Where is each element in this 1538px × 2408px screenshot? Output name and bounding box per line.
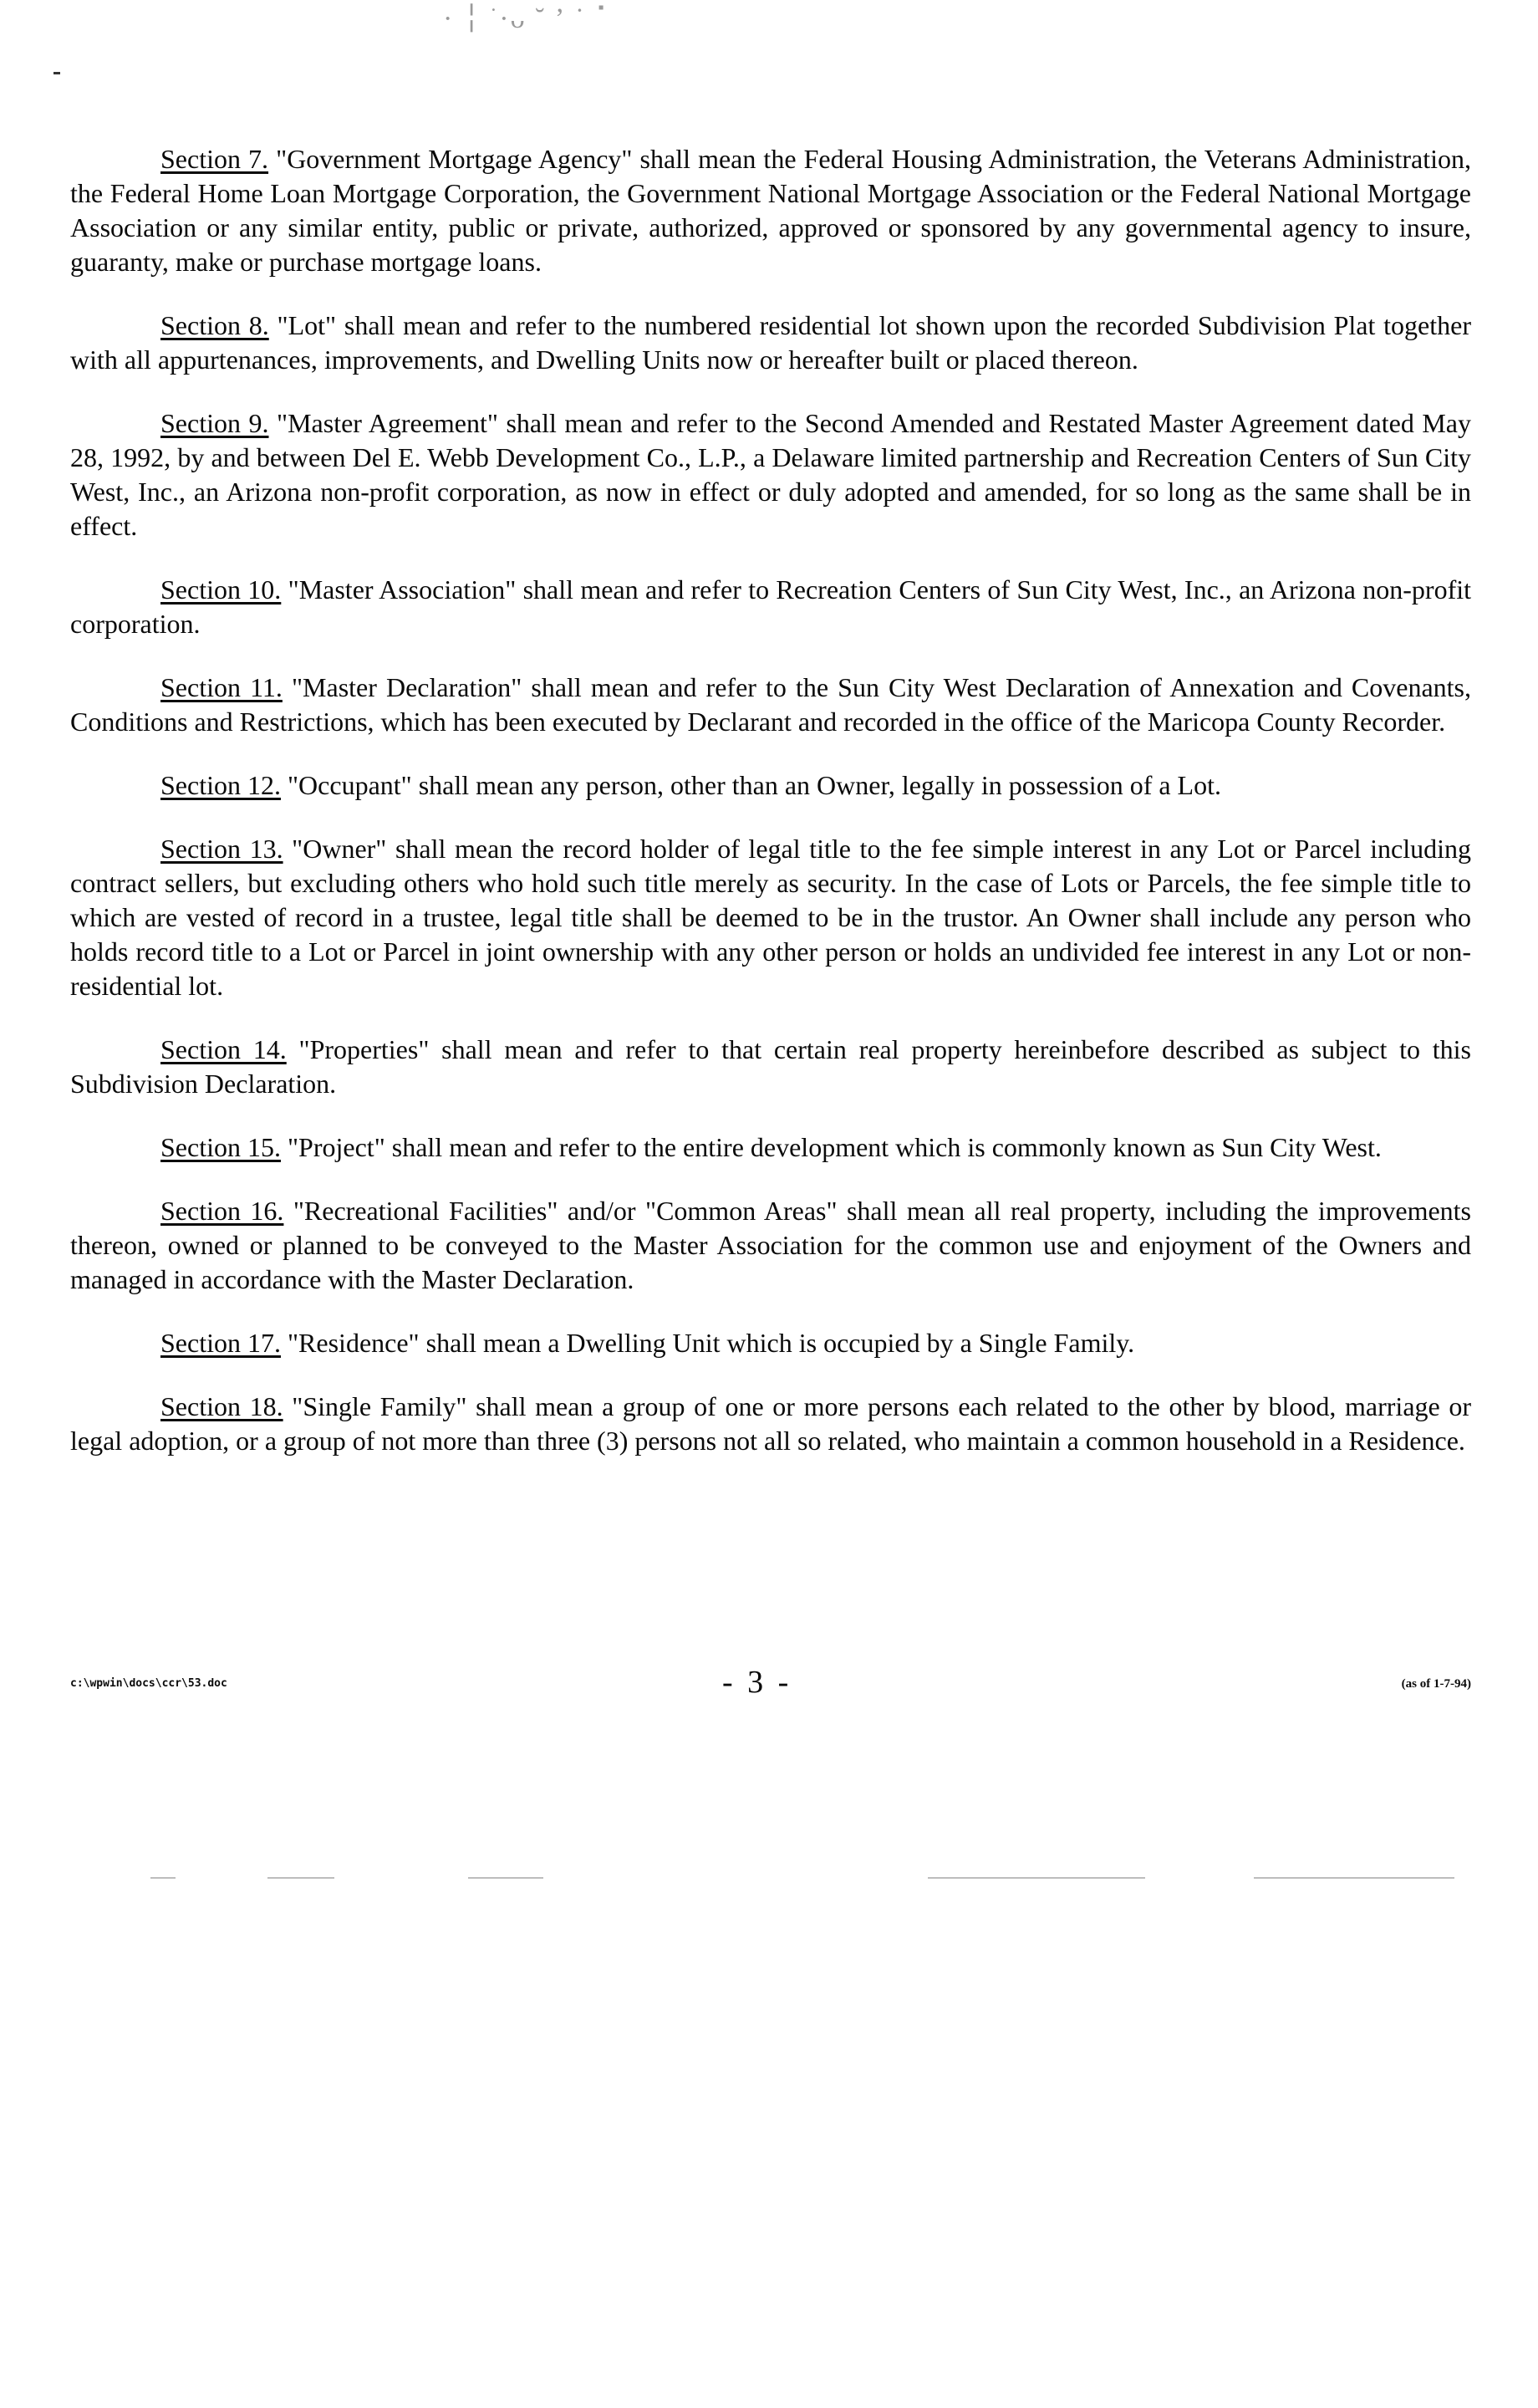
section-text: "Master Declaration" shall mean and refer to the Sun City West Declaration of Annexation and Covenants, Conditions and Restrictions, which has been executed by Declarant and recorded in the office of the Maricopa County Recorder.: [70, 672, 1472, 737]
section-label: Section 17.: [160, 1328, 281, 1358]
section-text: "Master Association" shall mean and refer to Recreation Centers of Sun City West, Inc., an Arizona non-profit corporation.: [70, 574, 1472, 639]
section-text: "Owner" shall mean the record holder of legal title to the fee simple interest in any Lot or Parcel including contract sellers, but excluding others who hold such title merely as security. In the case of Lots or Parcels, the fee simple title to which are vested of record in a trustee, legal title shall be deemed to be in the trustor. An Owner shall include any person who holds record title to a Lot or Parcel in joint ownership with any other person or holds an undivided fee interest in any Lot or non-residential lot.: [70, 834, 1472, 1001]
section-17: [70, 1326, 1471, 1360]
section-10: [70, 573, 1471, 641]
section-label: Section 8.: [160, 310, 269, 340]
footer-revision-date: (as of 1-7-94): [1401, 1677, 1471, 1691]
footer-file-path: c:\wpwin\docs\ccr\53.doc: [70, 1677, 227, 1690]
section-7: [70, 142, 1471, 279]
section-16: [70, 1194, 1471, 1297]
section-11: [70, 671, 1471, 739]
section-9: [70, 406, 1471, 543]
section-15: [70, 1130, 1471, 1165]
section-text: "Master Agreement" shall mean and refer to the Second Amended and Restated Master Agreement dated May 28, 1992, by and between Del E. Webb Development Co., L.P., a Delaware limited partnership and Recreation Centers of Sun City West, Inc., an Arizona non-profit corporation, as now in effect or duly adopted and amended, for so long as the same shall be in effect.: [70, 408, 1472, 541]
section-label: Section 13.: [160, 834, 283, 864]
section-text: "Residence" shall mean a Dwelling Unit which is occupied by a Single Family.: [280, 1328, 1135, 1358]
section-label: Section 16.: [160, 1196, 284, 1226]
scan-artifact-line: [928, 1877, 1145, 1879]
section-text: "Properties" shall mean and refer to that certain real property hereinbefore described as subject to this Subdivision Declaration.: [70, 1034, 1472, 1099]
document-body: [70, 142, 1471, 1483]
section-13: [70, 832, 1471, 1003]
scan-artifact-line: [468, 1877, 543, 1879]
scan-artifact-line: [150, 1877, 176, 1879]
section-text: "Project" shall mean and refer to the entire development which is commonly known as Sun City West.: [280, 1132, 1382, 1162]
section-text: "Recreational Facilities" and/or "Common Areas" shall mean all real property, including the improvements thereon, owned or planned to be conveyed to the Master Association for the common use and enjoyment of the Owners and managed in accordance with the Master Declaration.: [70, 1196, 1472, 1294]
section-text: "Government Mortgage Agency" shall mean the Federal Housing Administration, the Veterans Administration, the Federal Home Loan Mortgage Corporation, the Government National Mortgage Association or the Federal National Mortgage Association or any similar entity, public or private, authorized, approved or sponsored by any governmental agency to insure, guaranty, make or purchase mortgage loans.: [70, 144, 1472, 277]
footer-page-number: - 3 -: [722, 1665, 792, 1700]
section-text: "Lot" shall mean and refer to the numbered residential lot shown upon the recorded Subdivision Plat together with all appurtenances, improvements, and Dwelling Units now or hereafter built or placed thereon.: [70, 310, 1472, 375]
section-label: Section 18.: [160, 1391, 283, 1421]
scan-stamp-mark: · ╎ ͘ ·ᴗ ˘ ʼ ˙ ⠁: [443, 3, 618, 34]
section-label: Section 10.: [160, 574, 282, 605]
section-label: Section 15.: [160, 1132, 281, 1162]
page-footer: [70, 1664, 1471, 1706]
section-label: Section 9.: [160, 408, 269, 438]
section-label: Section 11.: [160, 672, 283, 702]
section-18: [70, 1390, 1471, 1458]
section-8: [70, 309, 1471, 377]
section-text: "Single Family" shall mean a group of one or more persons each related to the other by blood, marriage or legal adoption, or a group of not more than three (3) persons not all so related, who maintain a common household in a Residence.: [70, 1391, 1472, 1456]
scan-artifact-line: [1254, 1877, 1454, 1879]
section-14: [70, 1033, 1471, 1101]
section-text: "Occupant" shall mean any person, other than an Owner, legally in possession of a Lot.: [280, 770, 1221, 800]
section-12: [70, 768, 1471, 803]
scan-artifact-line: [267, 1877, 334, 1879]
margin-tick-mark: [53, 72, 60, 74]
section-label: Section 7.: [160, 144, 269, 174]
section-label: Section 14.: [160, 1034, 287, 1064]
section-label: Section 12.: [160, 770, 281, 800]
